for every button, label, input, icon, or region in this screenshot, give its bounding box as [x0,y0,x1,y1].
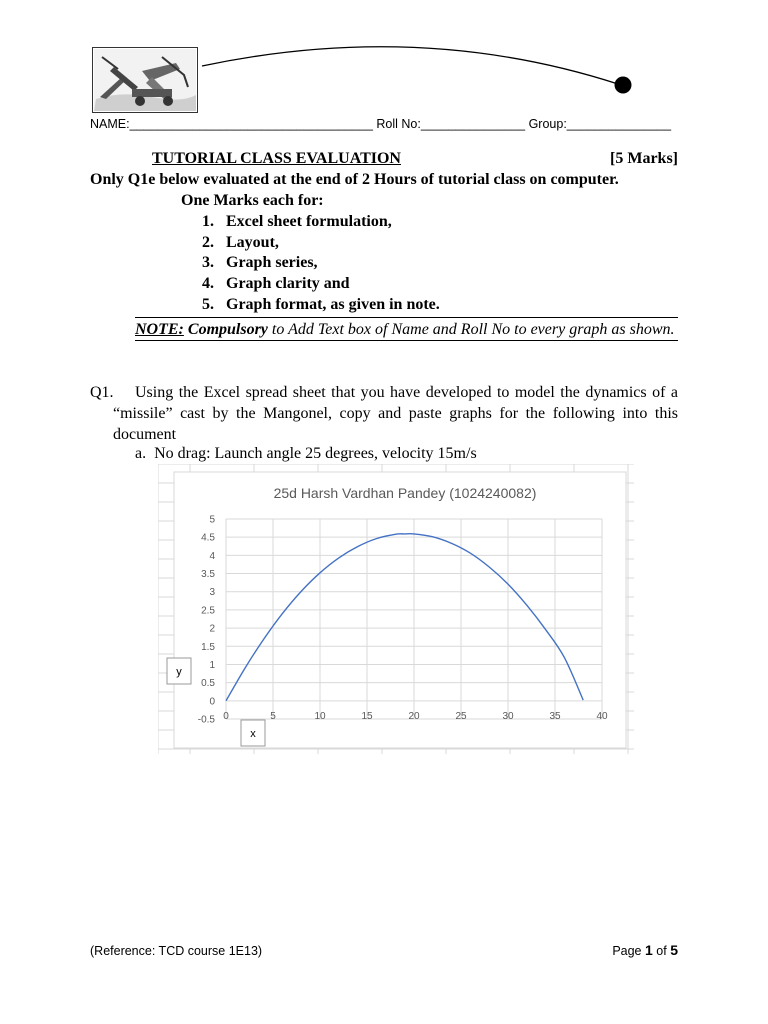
x-axis-label: x [250,728,256,740]
y-tick-label: 4.5 [201,532,215,544]
marks-label: [5 Marks] [610,150,678,167]
total-pages: 5 [670,942,678,958]
criteria-list [202,212,440,315]
list-item [202,233,440,254]
page-title: TUTORIAL CLASS EVALUATION [152,150,401,167]
y-tick-label: -0.5 [197,714,215,726]
note-box [135,317,678,341]
y-tick-label: 1.5 [201,641,215,653]
item-text: Layout, [226,233,279,251]
x-tick-label: 15 [361,710,373,722]
item-number: 5. [202,295,214,313]
y-tick-label: 3 [209,587,215,599]
question-part-a: a. No drag: Launch angle 25 degrees, velocity 15m/s [135,445,477,462]
page-number [612,942,678,958]
page-prefix: Page [612,944,642,958]
x-label-box [241,720,265,746]
item-number: 1. [202,213,214,230]
y-tick-label: 4 [209,550,215,562]
y-label-box [167,658,191,684]
x-tick-label: 30 [502,710,514,722]
item-number: 4. [202,275,214,293]
y-tick-label: 2 [209,623,215,635]
x-tick-label: 20 [408,710,420,722]
x-tick-label: 5 [270,710,276,722]
item-text: Graph format, as given in note. [226,295,440,313]
item-number: 2. [202,233,214,251]
y-tick-label: 5 [209,514,215,526]
current-page: 1 [645,942,653,958]
y-tick-label: 2.5 [201,605,215,617]
chart-title: 25d Harsh Vardhan Pandey (1024240082) [273,485,537,501]
y-tick-label: 0 [209,696,215,708]
x-tick-label: 0 [223,710,229,722]
trajectory-arc-decoration [0,0,768,130]
list-item [202,212,440,233]
item-text: Excel sheet formulation, [226,213,392,230]
y-tick-label: 0.5 [201,678,215,690]
item-text: Graph series, [226,254,318,272]
x-tick-label: 25 [455,710,467,722]
x-tick-label: 10 [314,710,326,722]
page-of: of [656,944,667,958]
item-text: Graph clarity and [226,275,350,293]
question-1 [90,382,678,445]
question-number: Q1. [90,384,114,401]
note-text: to Add Text box of Name and Roll No to every graph as shown. [271,321,675,338]
footer-reference: (Reference: TCD course 1E13) [90,944,263,958]
student-info-line: NAME:___________________________________ Roll No:_______________ Group:_______________ [90,117,672,131]
intro-text: Only Q1e below evaluated at the end of 2 Hours of tutorial class on computer. [90,171,619,188]
list-item [202,295,440,316]
projectile-dot [615,77,632,94]
list-item [202,274,440,295]
one-marks-heading: One Marks each for: [181,192,324,209]
y-tick-label: 3.5 [201,569,215,581]
y-axis-label: y [176,666,182,678]
x-tick-label: 35 [549,710,561,722]
y-tick-label: 1 [209,659,215,671]
note-emphasis: Compulsory [187,321,268,338]
x-tick-label: 40 [596,710,608,722]
item-number: 3. [202,254,214,272]
trajectory-chart [158,464,634,754]
list-item [202,253,440,274]
title-row [90,150,678,170]
note-label: NOTE: [135,321,184,338]
question-text: Using the Excel spread sheet that you have developed to model the dynamics of a “missile” cast by the Mangonel, copy and paste graphs for the following into this document [113,384,678,443]
